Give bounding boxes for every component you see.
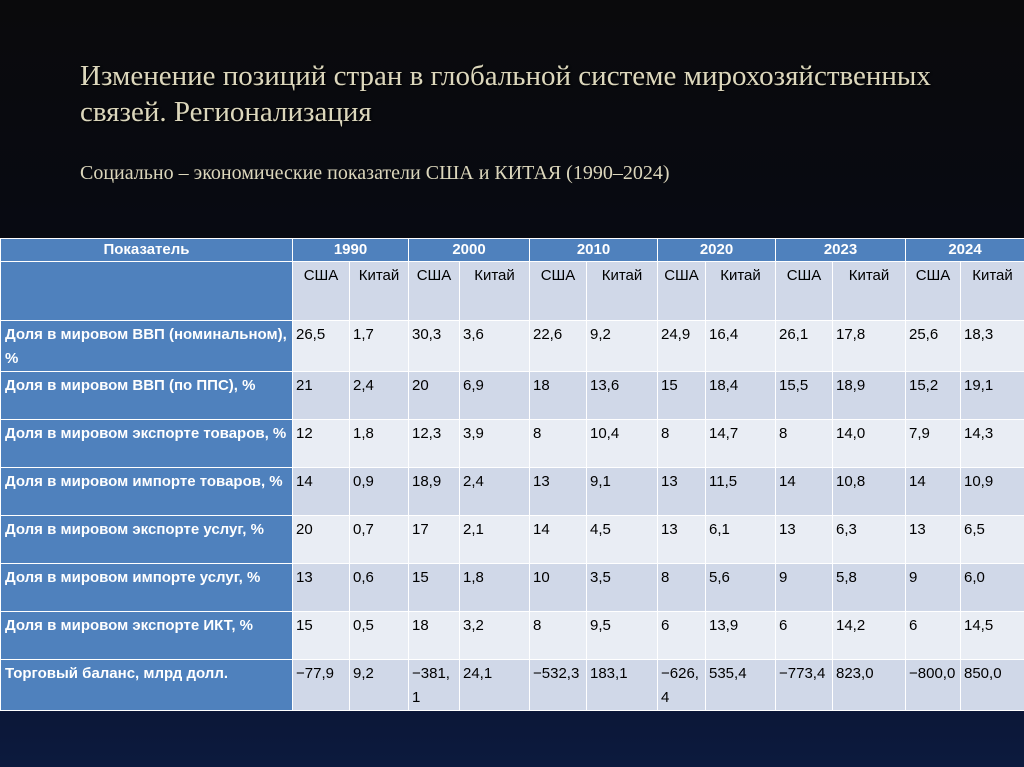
table-cell: 17	[409, 516, 460, 564]
country-header: США	[293, 262, 350, 321]
country-header: США	[658, 262, 706, 321]
table-cell: 14	[530, 516, 587, 564]
indicators-table	[0, 238, 1024, 711]
table-cell: 10,4	[587, 420, 658, 468]
indicator-column-header: Показатель	[1, 239, 293, 262]
table-cell: 9,5	[587, 612, 658, 660]
table-cell: 2,4	[350, 372, 409, 420]
row-label: Доля в мировом ВВП (номинальном), %	[1, 321, 293, 372]
table-cell: 3,6	[460, 321, 530, 372]
table-cell: 823,0	[833, 660, 906, 711]
table-row	[1, 321, 1024, 372]
table-cell: 1,7	[350, 321, 409, 372]
table-cell: 2,1	[460, 516, 530, 564]
table-cell: 18,9	[409, 468, 460, 516]
table-cell: 6	[658, 612, 706, 660]
table-cell: 19,1	[961, 372, 1024, 420]
table-cell: −77,9	[293, 660, 350, 711]
country-header: США	[409, 262, 460, 321]
table-cell: 16,4	[706, 321, 776, 372]
table-cell: 9,1	[587, 468, 658, 516]
table-cell: 18,4	[706, 372, 776, 420]
table-row	[1, 564, 1024, 612]
table-cell: 8	[658, 564, 706, 612]
table-cell: 18,3	[961, 321, 1024, 372]
table-cell: 26,5	[293, 321, 350, 372]
table-cell: 3,2	[460, 612, 530, 660]
table-cell: 13	[776, 516, 833, 564]
table-cell: −773,4	[776, 660, 833, 711]
table-row	[1, 516, 1024, 564]
country-header: США	[776, 262, 833, 321]
table-cell: 183,1	[587, 660, 658, 711]
table-cell: 14,5	[961, 612, 1024, 660]
table-cell: 22,6	[530, 321, 587, 372]
table-cell: 2,4	[460, 468, 530, 516]
table-cell: 5,6	[706, 564, 776, 612]
table-cell: 9	[776, 564, 833, 612]
table-row	[1, 612, 1024, 660]
table-cell: 0,9	[350, 468, 409, 516]
table-cell: 10,9	[961, 468, 1024, 516]
year-header-row	[1, 239, 1024, 262]
table-cell: 6	[776, 612, 833, 660]
table-cell: 15	[658, 372, 706, 420]
table-cell: 18	[530, 372, 587, 420]
table-cell: 21	[293, 372, 350, 420]
row-label: Доля в мировом экспорте услуг, %	[1, 516, 293, 564]
table-cell: 0,7	[350, 516, 409, 564]
table-cell: 15,5	[776, 372, 833, 420]
row-label: Торговый баланс, млрд долл.	[1, 660, 293, 711]
table-cell: 14,0	[833, 420, 906, 468]
table-cell: 850,0	[961, 660, 1024, 711]
country-header: США	[530, 262, 587, 321]
table-cell: 13	[530, 468, 587, 516]
table-cell: 535,4	[706, 660, 776, 711]
table-cell: −532,3	[530, 660, 587, 711]
table-cell: −381,1	[409, 660, 460, 711]
table-cell: 13	[658, 516, 706, 564]
row-label: Доля в мировом ВВП (по ППС), %	[1, 372, 293, 420]
country-header: Китай	[961, 262, 1024, 321]
table-cell: 24,9	[658, 321, 706, 372]
slide-subtitle: Социально – экономические показатели США и КИТАЯ (1990–2024)	[80, 162, 670, 184]
table-cell: 14,2	[833, 612, 906, 660]
table-cell: 10,8	[833, 468, 906, 516]
table-cell: 9,2	[587, 321, 658, 372]
table-cell: 0,6	[350, 564, 409, 612]
country-header: США	[906, 262, 961, 321]
table-cell: 3,5	[587, 564, 658, 612]
country-header: Китай	[460, 262, 530, 321]
table-cell: 10	[530, 564, 587, 612]
table-cell: 12	[293, 420, 350, 468]
table-cell: 24,1	[460, 660, 530, 711]
table-row	[1, 420, 1024, 468]
country-header: Китай	[587, 262, 658, 321]
table-cell: 18	[409, 612, 460, 660]
table-cell: 14	[906, 468, 961, 516]
table-cell: 9,2	[350, 660, 409, 711]
row-label: Доля в мировом импорте услуг, %	[1, 564, 293, 612]
table-cell: 26,1	[776, 321, 833, 372]
table-cell: 14,7	[706, 420, 776, 468]
table-cell: 17,8	[833, 321, 906, 372]
table-cell: 7,9	[906, 420, 961, 468]
table-cell: 14,3	[961, 420, 1024, 468]
table-cell: 15,2	[906, 372, 961, 420]
table-cell: 6	[906, 612, 961, 660]
table-row	[1, 660, 1024, 711]
table-cell: 15	[409, 564, 460, 612]
table-cell: 13,6	[587, 372, 658, 420]
table-cell: 14	[776, 468, 833, 516]
table-cell: 6,5	[961, 516, 1024, 564]
table-cell: 13	[658, 468, 706, 516]
year-header: 2023	[776, 239, 906, 262]
table-cell: 1,8	[460, 564, 530, 612]
table-cell: −800,0	[906, 660, 961, 711]
table-cell: 20	[293, 516, 350, 564]
table-row	[1, 468, 1024, 516]
country-header: Китай	[350, 262, 409, 321]
table-cell: 20	[409, 372, 460, 420]
year-header: 1990	[293, 239, 409, 262]
table-cell: 6,1	[706, 516, 776, 564]
country-header-blank	[1, 262, 293, 321]
table-cell: 6,9	[460, 372, 530, 420]
table-cell: 9	[906, 564, 961, 612]
table-cell: 4,5	[587, 516, 658, 564]
country-header-row	[1, 262, 1024, 321]
table-cell: 18,9	[833, 372, 906, 420]
table-cell: 11,5	[706, 468, 776, 516]
row-label: Доля в мировом импорте товаров, %	[1, 468, 293, 516]
table-row	[1, 372, 1024, 420]
table-cell: 8	[530, 420, 587, 468]
table-cell: 13,9	[706, 612, 776, 660]
table-cell: 13	[293, 564, 350, 612]
table-cell: 14	[293, 468, 350, 516]
table-cell: −626,4	[658, 660, 706, 711]
table-cell: 13	[906, 516, 961, 564]
table-cell: 6,0	[961, 564, 1024, 612]
year-header: 2020	[658, 239, 776, 262]
table-cell: 5,8	[833, 564, 906, 612]
slide-title: Изменение позиций стран в глобальной системе мирохозяйственных связей. Регионализация	[80, 60, 931, 128]
table-cell: 25,6	[906, 321, 961, 372]
row-label: Доля в мировом экспорте товаров, %	[1, 420, 293, 468]
table-cell: 3,9	[460, 420, 530, 468]
year-header: 2010	[530, 239, 658, 262]
table-cell: 8	[776, 420, 833, 468]
table-cell: 30,3	[409, 321, 460, 372]
table-cell: 8	[658, 420, 706, 468]
table-cell: 12,3	[409, 420, 460, 468]
table-cell: 0,5	[350, 612, 409, 660]
table-cell: 6,3	[833, 516, 906, 564]
row-label: Доля в мировом экспорте ИКТ, %	[1, 612, 293, 660]
table-cell: 15	[293, 612, 350, 660]
year-header: 2000	[409, 239, 530, 262]
country-header: Китай	[833, 262, 906, 321]
table-cell: 1,8	[350, 420, 409, 468]
table-cell: 8	[530, 612, 587, 660]
year-header: 2024	[906, 239, 1024, 262]
country-header: Китай	[706, 262, 776, 321]
